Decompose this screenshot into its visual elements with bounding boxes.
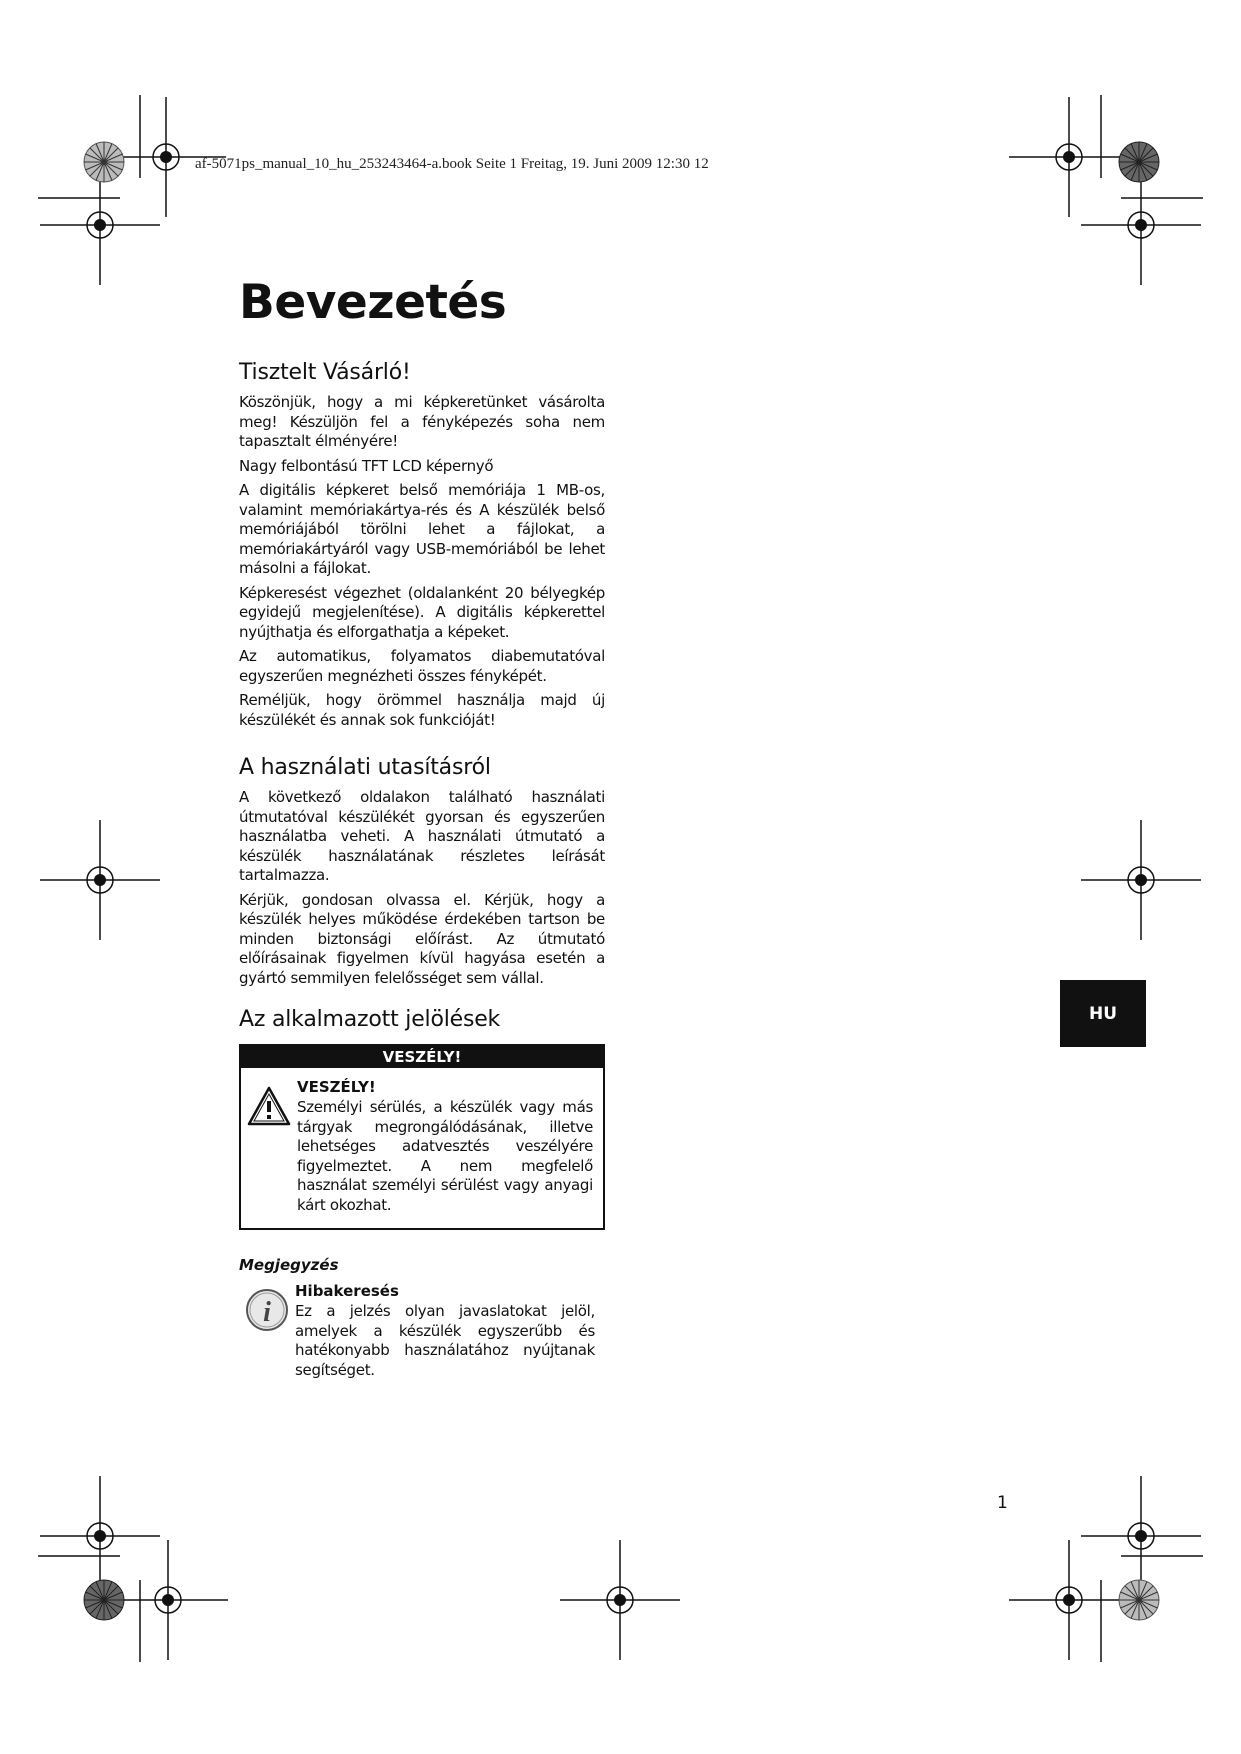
- paragraph: A következő oldalakon található használati útmutatóval készülékét gyorsan és egyszerűen használatba veheti. A használati útmutató a készülék használatának részletes leírását tartalmazza.: [239, 788, 605, 884]
- section-heading-greeting: Tisztelt Vásárló!: [239, 360, 411, 385]
- warning-text: Személyi sérülés, a készülék vagy más tárgyak megrongálódásának, illetve lehetséges adatvesztés veszélyére figyelmeztet. A nem megfelelő használat személyi sérülést vagy anyagi kárt okozhat.: [297, 1098, 593, 1214]
- warning-box: [239, 1044, 605, 1230]
- svg-text:i: i: [263, 1297, 271, 1328]
- warning-box-header: VESZÉLY!: [241, 1046, 603, 1068]
- note-box: [239, 1282, 605, 1385]
- print-header-line: af-5071ps_manual_10_hu_253243464-a.book Seite 1 Freitag, 19. Juni 2009 12:30 12: [195, 156, 709, 172]
- note-label: Megjegyzés: [239, 1256, 339, 1274]
- page-title: Bevezetés: [239, 275, 507, 330]
- warning-triangle-icon: [247, 1078, 297, 1220]
- color-rosette-bottom-right: [1118, 1579, 1160, 1621]
- paragraph: Nagy felbontású TFT LCD képernyő: [239, 456, 494, 475]
- color-rosette-bottom-left: [83, 1579, 125, 1621]
- paragraph: Az automatikus, folyamatos diabemutatóval egyszerűen megnézheti összes fényképét.: [239, 647, 605, 685]
- color-rosette-top-left: [83, 141, 125, 183]
- paragraph: Reméljük, hogy örömmel használja majd új készülékét és annak sok funkcióját!: [239, 691, 605, 729]
- section-heading-manual: A használati utasításról: [239, 755, 491, 780]
- warning-subtitle: VESZÉLY!: [297, 1078, 376, 1096]
- language-tab: HU: [1060, 980, 1146, 1047]
- note-text: Ez a jelzés olyan javaslatokat jelöl, amelyek a készülék egyszerűbb és hatékonyabb használatához nyújtanak segítséget.: [295, 1302, 595, 1379]
- section-heading-symbols: Az alkalmazott jelölések: [239, 1007, 501, 1032]
- paragraph: A digitális képkeret belső memóriája 1 MB-os, valamint memóriakártya-rés és A készülék belső memóriájából törölni lehet a fájlokat, a memóriakártyáról vagy USB-memóriából be lehet másolni a fájlokat.: [239, 481, 605, 577]
- paragraph: Képkeresést végezhet (oldalanként 20 bélyegkép egyidejű megjelenítése). A digitális képkerettel nyújthatja és elforgathatja a képeket.: [239, 583, 605, 641]
- main-content: [239, 275, 605, 1385]
- page-number: 1: [997, 1493, 1008, 1513]
- info-icon: [245, 1282, 295, 1385]
- paragraph: Köszönjük, hogy a mi képkeretünket vásárolta meg! Készüljön fel a fényképezés soha nem tapasztalt élményére!: [239, 393, 605, 450]
- paragraph: Kérjük, gondosan olvassa el. Kérjük, hogy a készülék helyes működése érdekében tartson be minden biztonsági előírást. Az útmutató előírásainak figyelmen kívül hagyása esetén a gyártó semmilyen felelősséget sem vállal.: [239, 890, 605, 987]
- note-subtitle: Hibakeresés: [295, 1282, 399, 1300]
- color-rosette-top-right: [1118, 141, 1160, 183]
